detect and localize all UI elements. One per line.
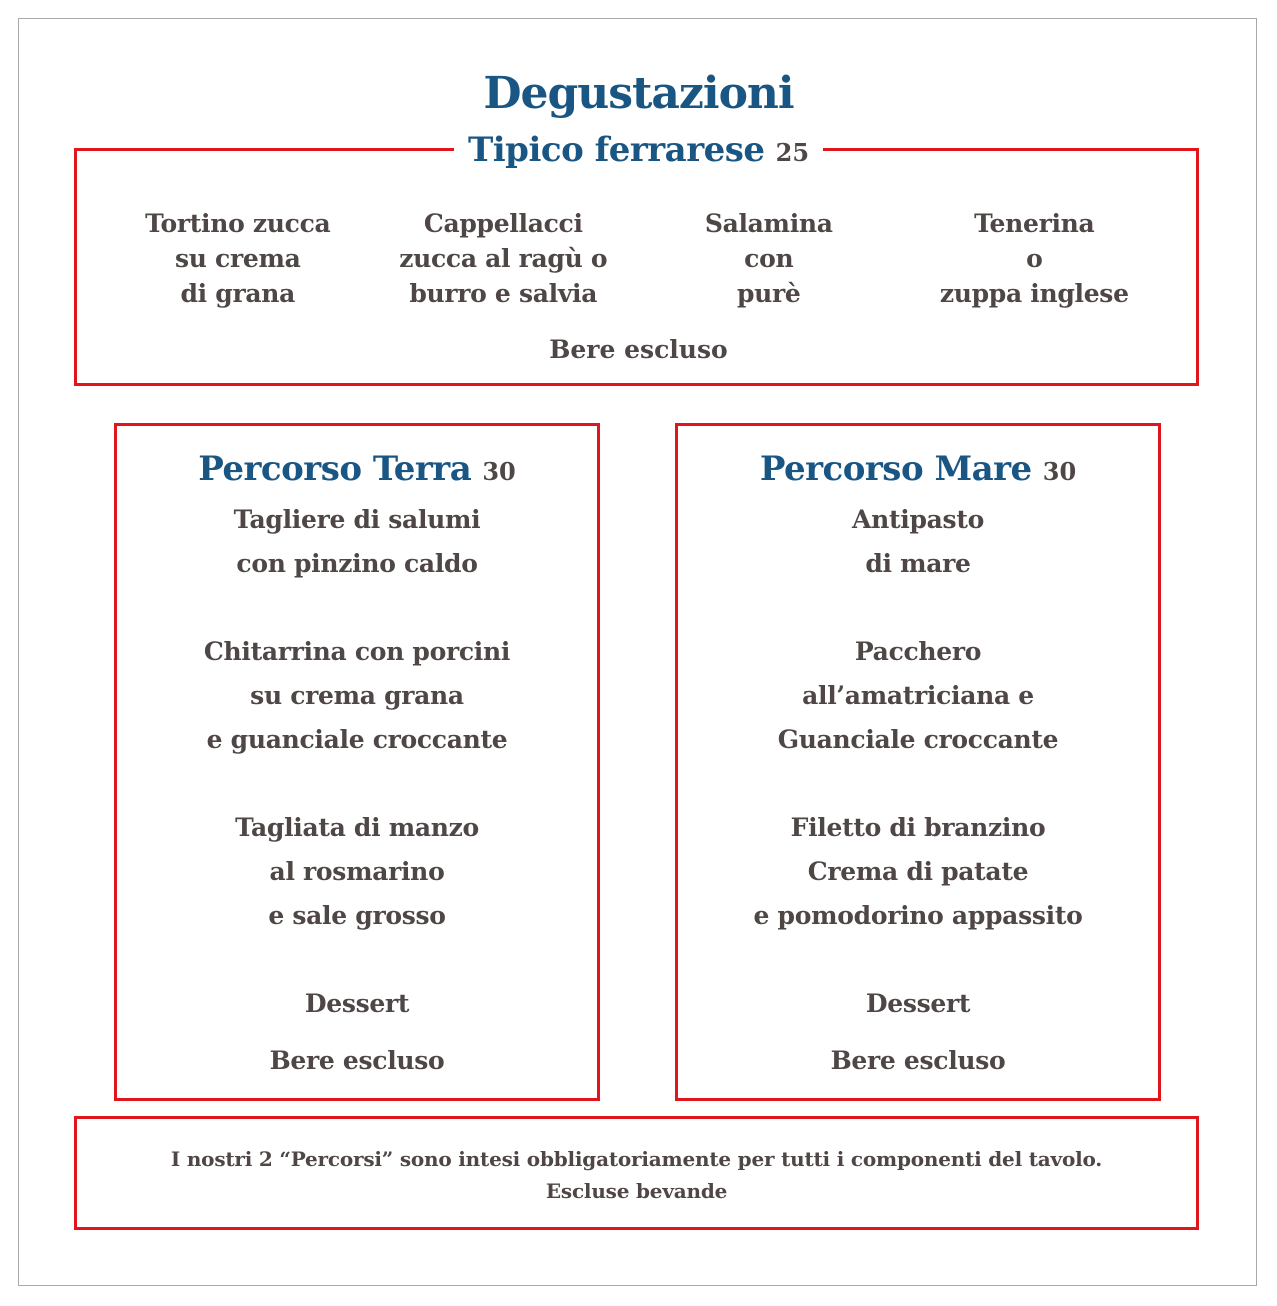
mare-course-1: Antipasto di mare xyxy=(852,505,984,578)
mare-price: 30 xyxy=(1042,457,1077,486)
terra-box xyxy=(114,423,600,1101)
terra-course-3: Tagliata di manzo al rosmarino e sale grosso xyxy=(235,813,479,930)
terra-course-1: Tagliere di salumi con pinzino caldo xyxy=(233,505,481,578)
tipico-course-3: Salamina con purè xyxy=(704,209,833,308)
mare-course-3: Filetto di branzino Crema di patate e pomodorino appassito xyxy=(753,813,1083,930)
mare-dessert: Dessert xyxy=(865,989,971,1018)
footer-note xyxy=(74,1143,1199,1207)
tipico-title: Tipico ferrarese xyxy=(467,130,765,170)
tipico-course-1: Tortino zucca su crema di grana xyxy=(145,209,331,308)
footer-note-line-1: I nostri 2 “Percorsi” sono intesi obbligatoriamente per tutti i componenti del tavolo. xyxy=(170,1147,1103,1171)
terra-bere-escluso: Bere escluso xyxy=(269,1046,445,1075)
mare-box xyxy=(675,423,1161,1101)
terra-dessert: Dessert xyxy=(304,989,410,1018)
tipico-price: 25 xyxy=(775,138,810,167)
mare-course-2: Pacchero all’amatriciana e Guanciale croccante xyxy=(777,637,1059,754)
tipico-course-list xyxy=(105,206,1167,311)
mare-bere-escluso: Bere escluso xyxy=(830,1046,1006,1075)
tipico-bere-escluso: Bere escluso xyxy=(549,335,728,364)
terra-course-2: Chitarrina con porcini su crema grana e guanciale croccante xyxy=(203,637,511,754)
tipico-course-2: Cappellacci zucca al ragù o burro e salvia xyxy=(399,209,608,308)
tipico-header xyxy=(0,128,1277,178)
mare-title: Percorso Mare xyxy=(759,449,1032,489)
mare-header xyxy=(678,446,1158,498)
terra-header xyxy=(117,446,597,498)
tipico-course-4: Tenerina o zuppa inglese xyxy=(939,209,1129,308)
terra-price: 30 xyxy=(482,457,516,486)
terra-title: Percorso Terra xyxy=(198,449,472,489)
footer-note-line-2: Escluse bevande xyxy=(545,1179,728,1203)
page-title: Degustazioni xyxy=(483,68,794,119)
